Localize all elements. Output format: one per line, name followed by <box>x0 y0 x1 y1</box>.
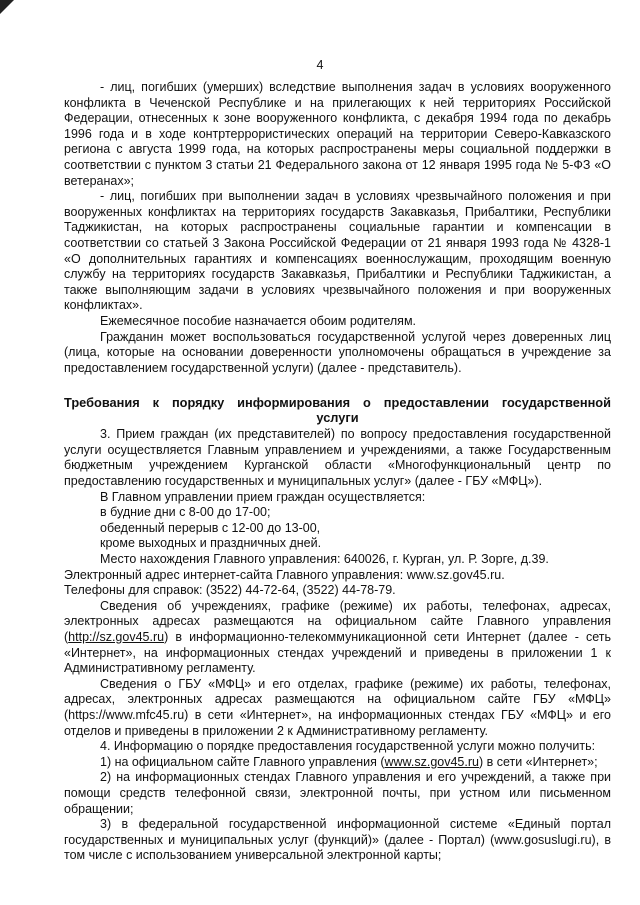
schedule-weekdays: в будние дни с 8-00 до 17-00; <box>100 505 271 520</box>
paragraph-4: 4. Информацию о порядке предоставления государственной услуги можно получить: <box>100 739 596 754</box>
list-item-1: 1) на официальном сайте Главного управления (www.sz.gov45.ru) в сети «Интернет»; <box>100 754 598 769</box>
schedule-holidays: кроме выходных и праздничных дней. <box>100 536 322 551</box>
phones-line: Телефоны для справок: (3522) 44-72-64, (3522) 44-78-79. <box>64 583 396 598</box>
section-heading-line2: услуги <box>316 410 359 426</box>
document-body <box>64 80 611 864</box>
scan-corner-mark <box>0 0 14 14</box>
paragraph-transcaucasia: - лиц, погибших при выполнении задач в условиях чрезвычайного положения и при вооруженных конфликтах на территориях государств Закавказья, Прибалтики, Республики Таджикистан, на которых распространены социальные гарантии и компенсации в соответствии со статьей 3 Закона Российской Федерации от 21 января 1993 года № 4328-1 «О дополнительных гарантиях и компенсациях военнослужащим, проходящим военную службу на территориях государств Закавказья, Прибалтики и Республики Таджикистан, а также выполняющим задачи в условиях чрезвычайного положения и при вооруженных конфликтах». <box>64 189 611 313</box>
schedule-lunch: обеденный перерыв с 12-00 до 13-00, <box>100 520 321 535</box>
link-sz-gov45[interactable]: http://sz.gov45.ru <box>68 630 165 644</box>
link-www-sz-gov45[interactable]: www.sz.gov45.ru <box>384 754 479 769</box>
paragraph-3: 3. Прием граждан (их представителей) по вопросу предоставления государственной услуги осуществляется Главным управлением и учреждениями, а также Государственным бюджетным учреждением Курганской области «Многофункциональный центр по предоставлению государственных и муниципальных услуг» (далее - ГБУ «МФЦ»). <box>64 427 611 489</box>
address-line: Место нахождения Главного управления: 640026, г. Курган, ул. Р. Зорге, д.39. <box>100 552 549 567</box>
schedule-intro: В Главном управлении прием граждан осуществляется: <box>100 489 426 504</box>
page-number: 4 <box>316 58 324 72</box>
list-item-2: 2) на информационных стендах Главного управления и его учреждений, а также при помощи средств телефонной связи, электронной почты, при устном или письменном обращении; <box>64 770 611 816</box>
paragraph-chechnya: - лиц, погибших (умерших) вследствие выполнения задач в условиях вооруженного конфликта в Чеченской Республике и на прилегающих к ней территориях Российской Федерации, отнесенных к зоне вооруженного конфликта, с декабря 1994 года по декабрь 1996 года и в ходе контртеррористических операций на территории Северо-Кавказского региона с августа 1999 года, на которых распространены меры социальной поддержки в соответствии с пунктом 3 статьи 21 Федерального закона от 12 января 1995 года № 5-ФЗ «О ветеранах»; <box>64 80 611 188</box>
website-line: Электронный адрес интернет-сайта Главного управления: www.sz.gov45.ru. <box>64 567 505 582</box>
paragraph-representative: Гражданин может воспользоваться государственной услугой через доверенных лиц (лица, которые на основании доверенности уполномочены обращаться в учреждение за предоставлением государственной услуги) (далее - представитель). <box>64 329 611 375</box>
paragraph-mfc: Сведения о ГБУ «МФЦ» и его отделах, графике (режиме) их работы, телефонах, адресах, электронных адресах размещаются на официальном сайте ГБУ «МФЦ» (https://www.mfc45.ru) в сети «Интернет», на информационных стендах ГБУ «МФЦ» и его отделов и приведены в приложении 2 к Административному регламенту. <box>64 676 611 738</box>
section-heading <box>64 395 611 425</box>
section-heading-line1: Требования к порядку информирования о предоставлении государственной <box>64 395 611 411</box>
list-item-3: 3) в федеральной государственной информационной системе «Единый портал государственных и муниципальных услуг (функций)» (далее - Портал) (www.gosuslugi.ru), в том числе с использованием универсальной электронной карты; <box>64 817 611 863</box>
paragraph-monthly-allowance: Ежемесячное пособие назначается обоим родителям. <box>100 313 417 328</box>
paragraph-institutions: Сведения об учреждениях, графике (режиме) их работы, телефонах, адресах, электронных адресах размещаются на официальном сайте Главного управления (http://sz.gov45.ru) в информационно-телекоммуникационной сети Интернет (далее - сеть «Интернет», на информационных стендах учреждений и приведены в приложении 1 к Административному регламенту. <box>64 598 611 676</box>
